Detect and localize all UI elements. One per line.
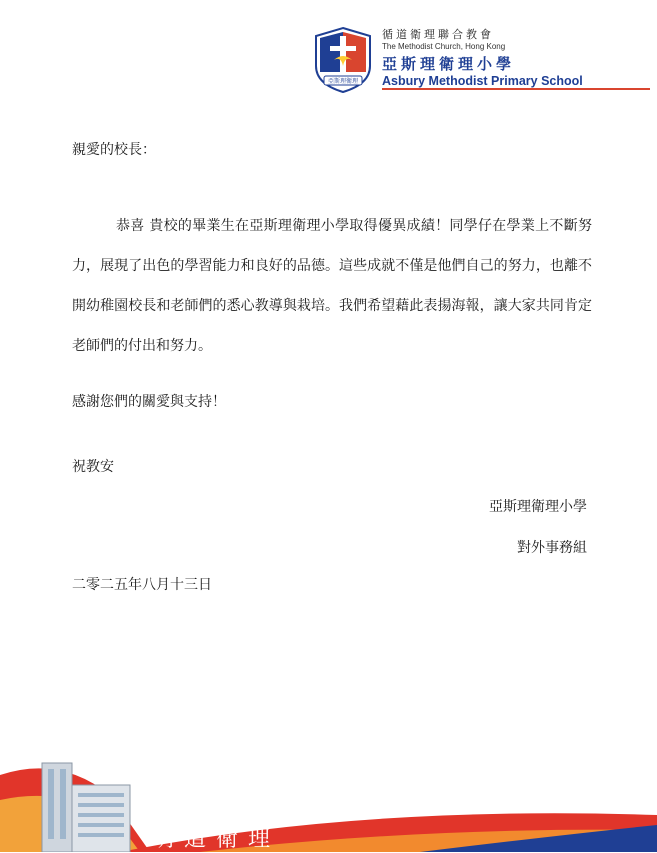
signature-school: 亞斯理衛理小學	[489, 499, 587, 515]
letter-greeting: 親愛的校長：	[72, 142, 156, 158]
letter-closing: 祝教安	[72, 459, 114, 475]
letterhead-text	[382, 28, 583, 89]
footer-banner	[0, 755, 657, 852]
org-name-zh: 循道衛理聯合教會	[382, 28, 494, 41]
letterhead-divider	[382, 88, 650, 90]
school-building-illustration	[42, 763, 130, 852]
school-name-en: Asbury Methodist Primary School	[382, 74, 583, 88]
signature-department: 對外事務組	[517, 540, 587, 556]
crest-label: 亞斯理衛理	[327, 78, 359, 85]
letterhead	[312, 26, 652, 96]
motto-label: 校訓	[131, 809, 147, 818]
org-name-en: The Methodist Church, Hong Kong	[382, 42, 506, 51]
school-crest-logo	[312, 26, 374, 94]
school-name-zh: 亞斯理衛理小學	[382, 55, 516, 73]
letter-thanks: 感謝您們的關愛與支持！	[72, 394, 226, 410]
letter-paragraph: 恭喜 貴校的畢業生在亞斯理衛理小學取得優異成績！同學仔在學業上不斷努力，展現了出色的學習能力和良好的品德。這些成就不僅是他們自己的努力，也離不開幼稚園校長和老師們的悉心教導與栽培。我們希望藉此表揚海報，讓大家共同肯定老師們的付出和努力。	[72, 218, 592, 354]
school-motto: 明道衛理	[152, 827, 281, 852]
letter-date: 二零二五年八月十三日	[72, 577, 212, 593]
